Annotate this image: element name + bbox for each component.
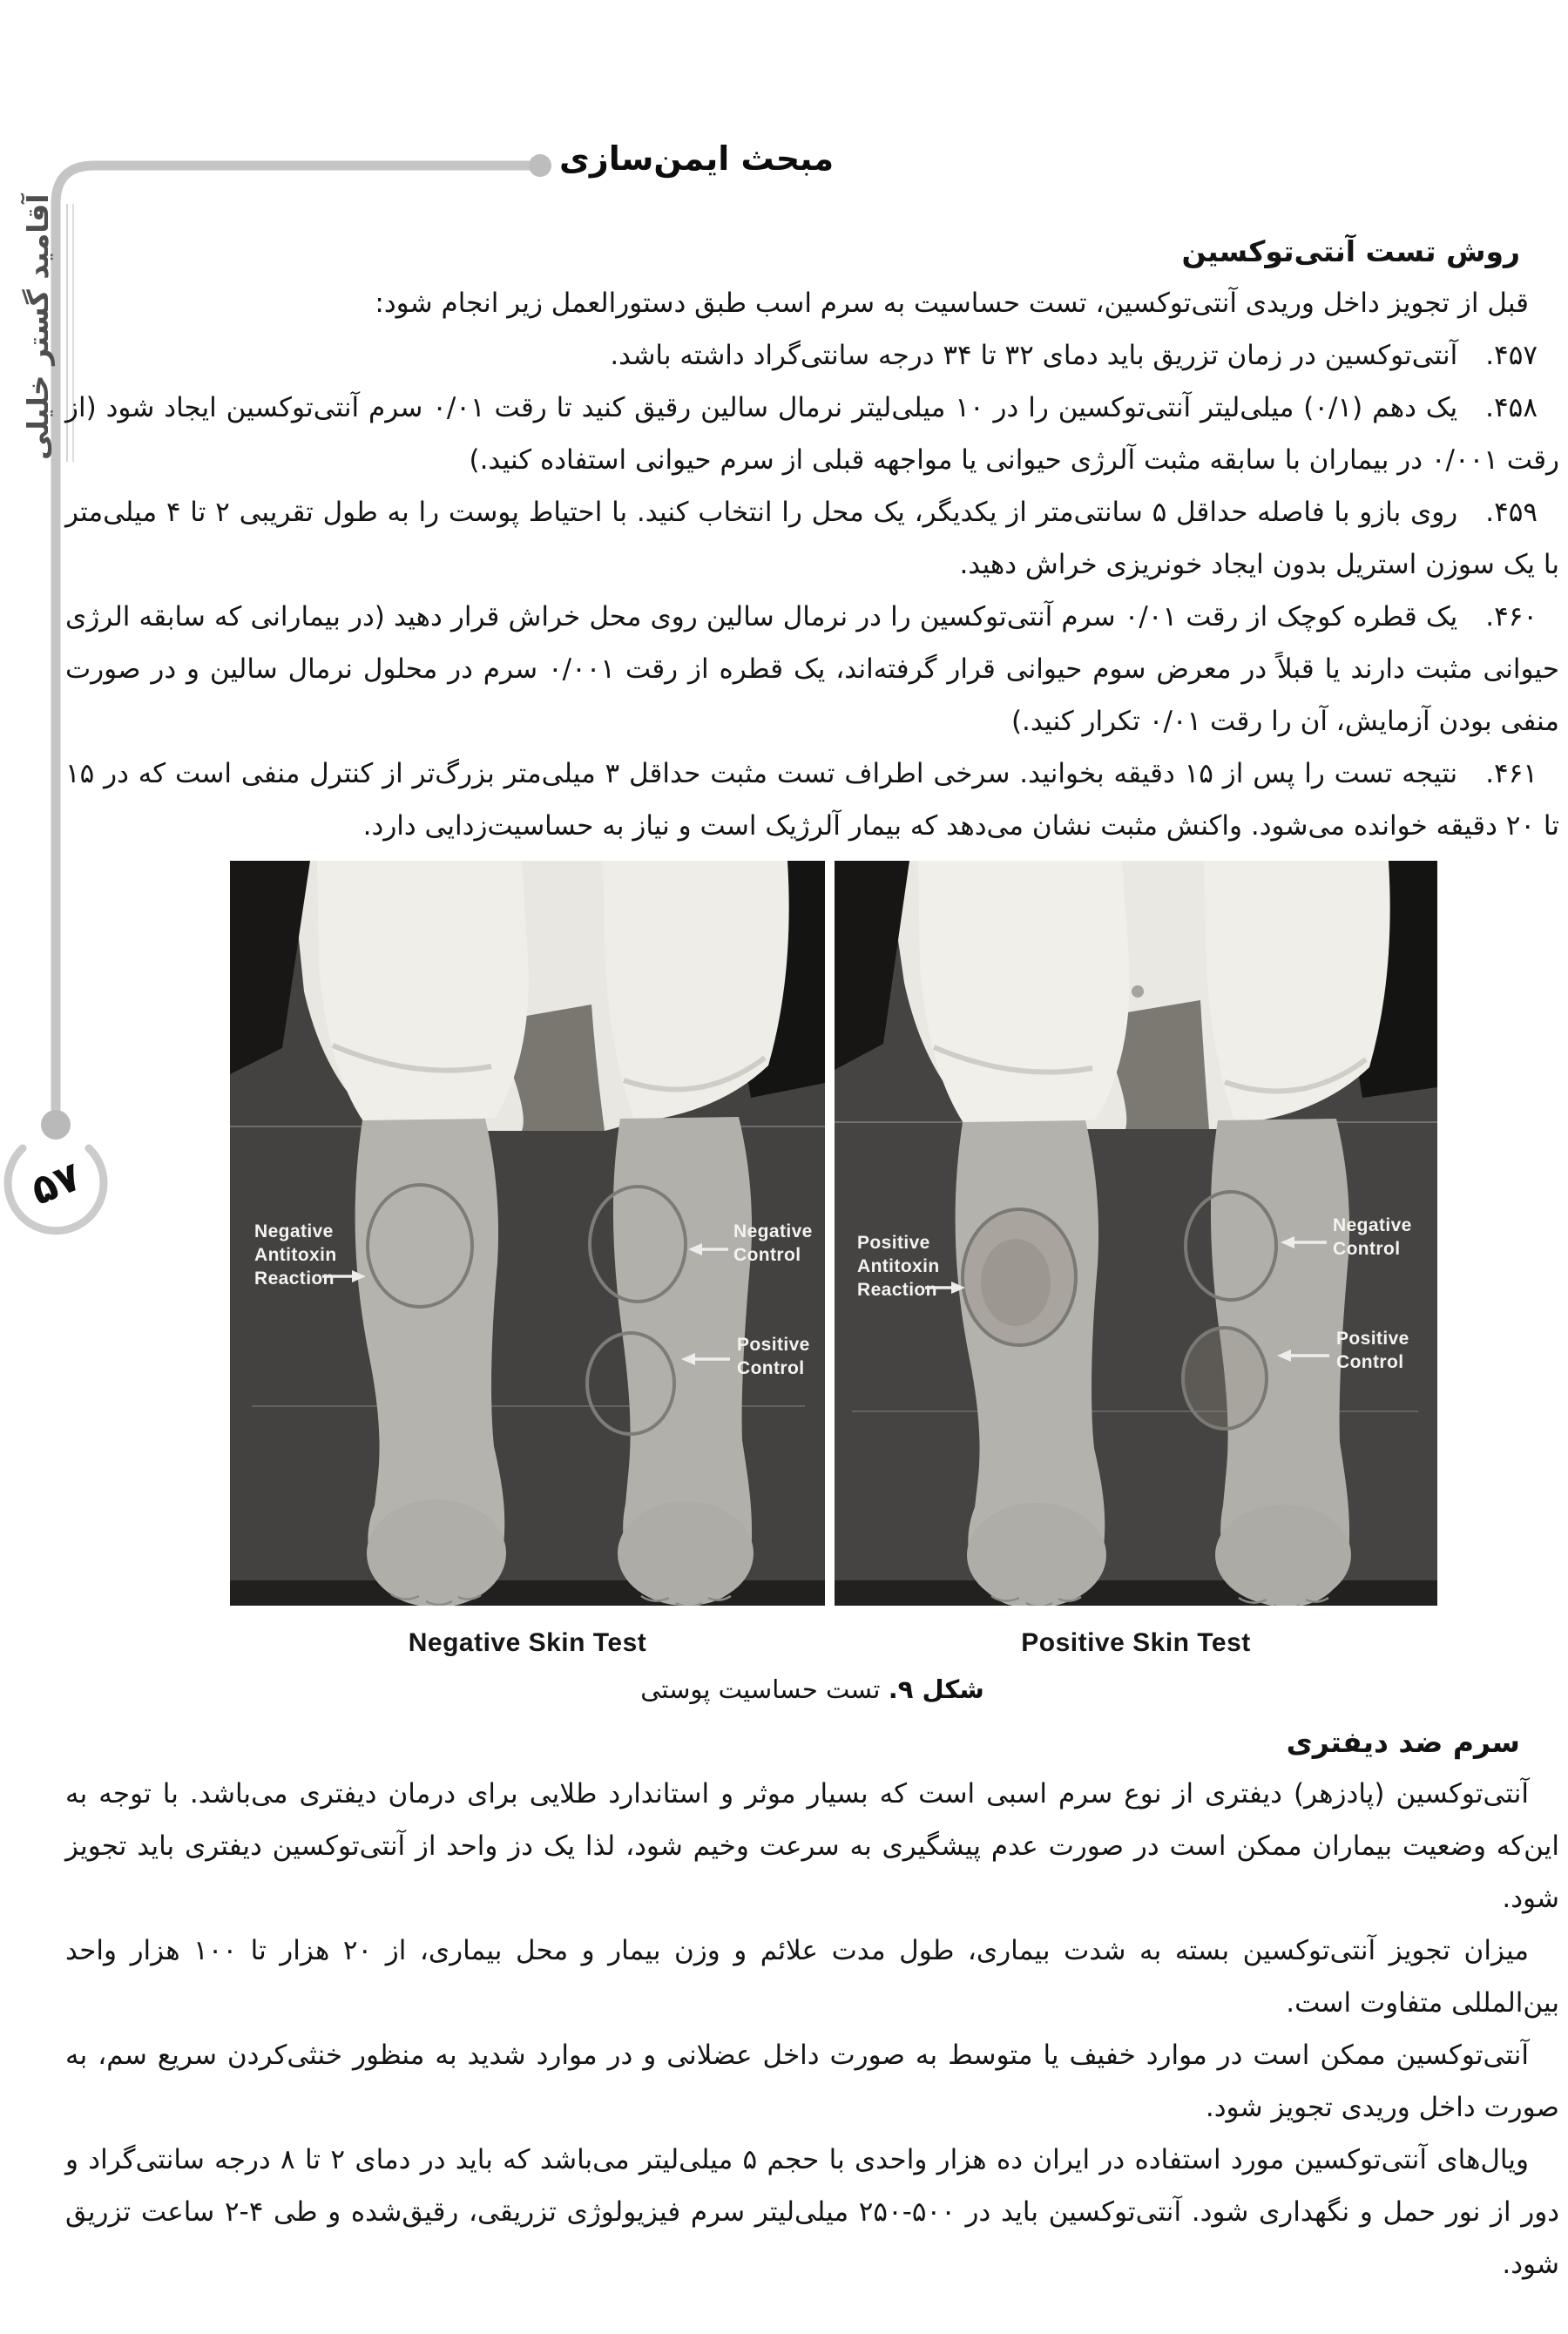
photo-label: Antitoxin xyxy=(254,1245,337,1265)
list-item-459 xyxy=(65,486,1559,591)
photo-label: Antitoxin xyxy=(857,1256,940,1276)
photo-label: Control xyxy=(733,1245,801,1265)
photo-label: Reaction xyxy=(254,1268,335,1289)
item-number: ۴۵۷. xyxy=(1485,340,1538,371)
paragraph: آنتی‌توکسین ممکن است در موارد خفیف یا متوسط به صورت داخل عضلانی و در موارد شدید به منظور خنثی‌کردن سریع سم، به صورت داخل وریدی تجویز شود. xyxy=(65,2040,1559,2123)
photo-label: Reaction xyxy=(857,1280,937,1300)
item-text: یک قطره کوچک از رقت ۰/۰۱ سرم آنتی‌توکسین را در نرمال سالین روی محل خراش قرار دهید (در بیمارانی که سابقه الرژی حیوانی مثبت دارند یا قبلاً در معرض سوم حیوانی قرار گرفته‌اند، یک قطره از رقت ۰/۰۰۱ سرم در محلول نرمال سالین و در صورت منفی بودن آزمایش، آن را رقت ۰/۰۱ تکرار کنید.) xyxy=(65,601,1560,737)
photo-captions xyxy=(230,1628,1437,1658)
item-text: آنتی‌توکسین در زمان تزریق باید دمای ۳۲ تا ۳۴ درجه سانتی‌گراد داشته باشد. xyxy=(610,340,1458,371)
photo-label: Control xyxy=(1336,1352,1404,1372)
photo-label: Negative xyxy=(1333,1215,1412,1235)
figure-caption-number: شکل ۹. xyxy=(888,1674,984,1704)
page-title: مبحث ایمن‌سازی xyxy=(559,139,835,178)
photo-label: Control xyxy=(1333,1239,1401,1259)
paragraph: میزان تجویز آنتی‌توکسین بسته به شدت بیماری، طول مدت علائم و وزن بیمار و محل بیماری، از ۲۰ هزار تا ۱۰۰ هزار واحد بین‌المللی متفاوت است. xyxy=(65,1935,1559,2019)
frame-line-end-dot xyxy=(529,154,551,177)
item-number: ۴۵۹. xyxy=(1485,497,1538,528)
item-number: ۴۵۸. xyxy=(1485,392,1538,423)
photo-negative-skin-test xyxy=(230,861,825,1606)
figure-caption-text: تست حساسیت پوستی xyxy=(640,1674,881,1704)
list-item-461 xyxy=(65,748,1559,852)
caption-negative-skin-test: Negative Skin Test xyxy=(408,1628,647,1657)
item-text: نتیجه تست را پس از ۱۵ دقیقه بخوانید. سرخی اطراف تست مثبت حداقل ۳ میلی‌متر بزرگ‌تر از کنترل منفی است که در ۱۵ تا ۲۰ دقیقه خوانده می‌شود. واکنش مثبت نشان می‌دهد که بیمار آلرژیک است و نیاز به حساسیت‌زدایی دارد. xyxy=(65,758,1559,842)
photo-label: Positive xyxy=(737,1335,810,1355)
photo-label: Control xyxy=(737,1358,805,1378)
photo-positive-skin-test xyxy=(835,861,1437,1606)
photo-label: Negative xyxy=(733,1221,813,1241)
item-text: روی بازو با فاصله حداقل ۵ سانتی‌متر از یکدیگر، یک محل را انتخاب کنید. با احتیاط پوست را به طول تقریبی ۲ تا ۴ میلی‌متر با یک سوزن استریل بدون ایجاد خونریزی خراش دهید. xyxy=(65,497,1559,580)
figure-caption xyxy=(65,1672,1559,1707)
intro-paragraph: قبل از تجویز داخل وریدی آنتی‌توکسین، تست حساسیت به سرم اسب طبق دستورالعمل زیر انجام شود: xyxy=(375,288,1529,319)
photo-label: Positive xyxy=(1336,1329,1409,1349)
page-number: ۵۷ xyxy=(24,1152,88,1214)
item-number: ۴۶۰. xyxy=(1485,601,1538,633)
photo-label: Negative xyxy=(254,1221,334,1241)
photo-label: Positive xyxy=(857,1233,930,1253)
list-item-460 xyxy=(65,591,1559,748)
figure-photos xyxy=(230,861,1437,1606)
list-item-457 xyxy=(65,329,1559,382)
paragraph: ویال‌های آنتی‌توکسین مورد استفاده در ایران ده هزار واحدی با حجم ۵ میلی‌لیتر می‌باشد که باید در دمای ۲ تا ۸ درجه سانتی‌گراد و دور از نور حمل و نگهداری شود. آنتی‌توکسین باید در ۵۰۰-۲۵۰ میلی‌لیتر سرم فیزیولوژی تزریقی، رقیق‌شده و طی ۴-۲ ساعت تزریق شود. xyxy=(65,2144,1559,2280)
watermark-text: آقامید گستر خلیلی xyxy=(21,193,55,460)
list-item-458 xyxy=(65,382,1559,486)
paragraph: آنتی‌توکسین (پادزهر) دیفتری از نوع سرم اسبی است که بسیار موثر و استاندارد طلایی برای درمان دیفتری می‌باشد. با توجه به این‌که وضعیت بیماران ممکن است در صورت عدم پیشگیری به سرعت وخیم شود، لذا یک دز واحد از آنتی‌توکسین دیفتری باید تجویز شود. xyxy=(65,1778,1559,1914)
section-heading-antitoxin-test: روش تست آنتی‌توکسین xyxy=(1181,234,1520,268)
item-number: ۴۶۱. xyxy=(1485,758,1538,789)
main-content xyxy=(65,232,1559,2290)
item-text: یک دهم (۰/۱) میلی‌لیتر آنتی‌توکسین را در ۱۰ میلی‌لیتر نرمال سالین رقیق کنید تا رقت ۰/۰۱ سرم آنتی‌توکسین ایجاد شود (از رقت ۰/۰۰۱ در بیماران با سابقه مثبت آلرژی حیوانی یا مواجهه قبلی از سرم حیوانی استفاده کنید.) xyxy=(65,392,1559,476)
section-heading-diphtheria-serum: سرم ضد دیفتری xyxy=(1286,1725,1520,1759)
figure-skin-test xyxy=(230,861,1437,1658)
caption-positive-skin-test: Positive Skin Test xyxy=(1021,1628,1251,1657)
